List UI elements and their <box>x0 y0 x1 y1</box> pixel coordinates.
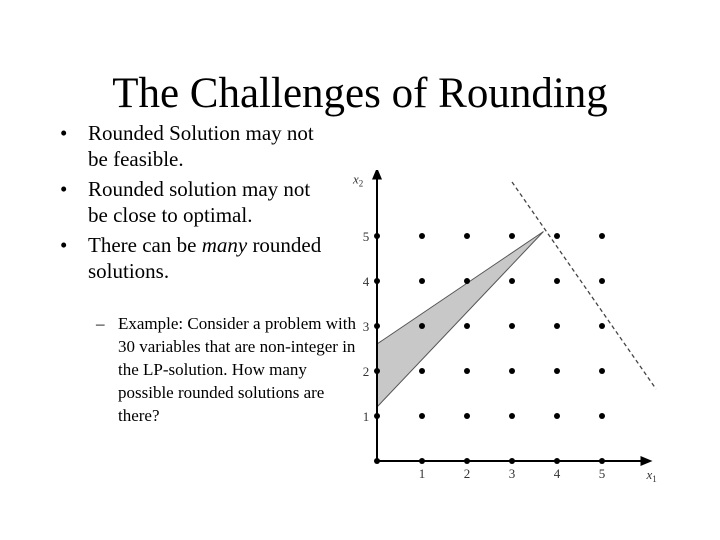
bullet-marker: • <box>60 233 68 257</box>
bullet-not-optimal <box>60 176 335 228</box>
objective-line <box>512 182 656 389</box>
lattice-point <box>554 233 560 239</box>
integer-lattice-graph <box>340 170 700 490</box>
lattice-point <box>374 278 380 284</box>
lattice-point <box>464 368 470 374</box>
sub-bullet-marker: – <box>96 314 105 333</box>
lattice-point <box>419 233 425 239</box>
x-axis-arrow <box>641 456 653 466</box>
lattice-point <box>509 233 515 239</box>
lattice-point <box>554 323 560 329</box>
lattice-point <box>464 323 470 329</box>
y-tick-label: 3 <box>362 319 370 334</box>
y-tick-label: 5 <box>362 229 370 244</box>
lattice-point <box>599 323 605 329</box>
lattice-point <box>464 458 470 464</box>
lattice-point <box>509 323 515 329</box>
bullet-marker: • <box>60 177 68 201</box>
lattice-point <box>509 458 515 464</box>
sub-bullet-example <box>60 312 363 427</box>
lattice-point <box>374 323 380 329</box>
lattice-point <box>554 458 560 464</box>
lattice-point <box>374 413 380 419</box>
y-tick-label: 4 <box>362 274 370 289</box>
bullet-text-emphasis: many <box>201 233 248 257</box>
lattice-point <box>509 368 515 374</box>
bullet-text: Rounded solution may not be close to optimal. <box>88 177 311 227</box>
lattice-point <box>554 368 560 374</box>
lattice-point <box>464 413 470 419</box>
bullet-many-solutions <box>60 232 335 284</box>
bullet-text-before: There can be <box>88 233 202 257</box>
lattice-point <box>599 278 605 284</box>
lattice-point <box>554 413 560 419</box>
feasible-region <box>377 232 544 408</box>
bullet-marker: • <box>60 121 68 145</box>
bullet-infeasible <box>60 120 335 172</box>
lattice-point <box>419 278 425 284</box>
lattice-point <box>419 368 425 374</box>
lattice-point <box>374 233 380 239</box>
slide-title: The Challenges of Rounding <box>112 70 608 117</box>
x-tick-label: 3 <box>508 466 516 481</box>
y-axis-label: $x_2$ <box>353 171 364 189</box>
x-tick-label: 4 <box>553 466 561 481</box>
lattice-point <box>419 413 425 419</box>
x-tick-label: 2 <box>463 466 471 481</box>
lattice-point <box>374 458 380 464</box>
lattice-point <box>599 368 605 374</box>
lattice-point <box>509 413 515 419</box>
x-axis-label: $x_1$ <box>646 467 657 484</box>
lattice-point <box>419 458 425 464</box>
sub-bullet-text: Example: Consider a problem with 30 variables that are non-integer in the LP-solution. How many possible rounded solutions are there? <box>118 314 356 425</box>
lattice-point <box>554 278 560 284</box>
bullet-text-after: rounded solutions. <box>88 233 322 283</box>
y-tick-label: 2 <box>362 364 370 379</box>
y-tick-label: 1 <box>362 409 370 424</box>
lattice-point <box>464 278 470 284</box>
lattice-point <box>599 233 605 239</box>
x-tick-label: 1 <box>418 466 426 481</box>
x-tick-label: 5 <box>598 466 606 481</box>
lattice-point <box>464 233 470 239</box>
bullet-list <box>60 120 335 288</box>
lattice-point <box>599 413 605 419</box>
lattice-point <box>509 278 515 284</box>
bullet-text: Rounded Solution may not be feasible. <box>88 121 314 171</box>
lattice-point <box>374 368 380 374</box>
y-axis-arrow <box>372 170 382 180</box>
lattice-point <box>419 323 425 329</box>
lattice-point <box>599 458 605 464</box>
